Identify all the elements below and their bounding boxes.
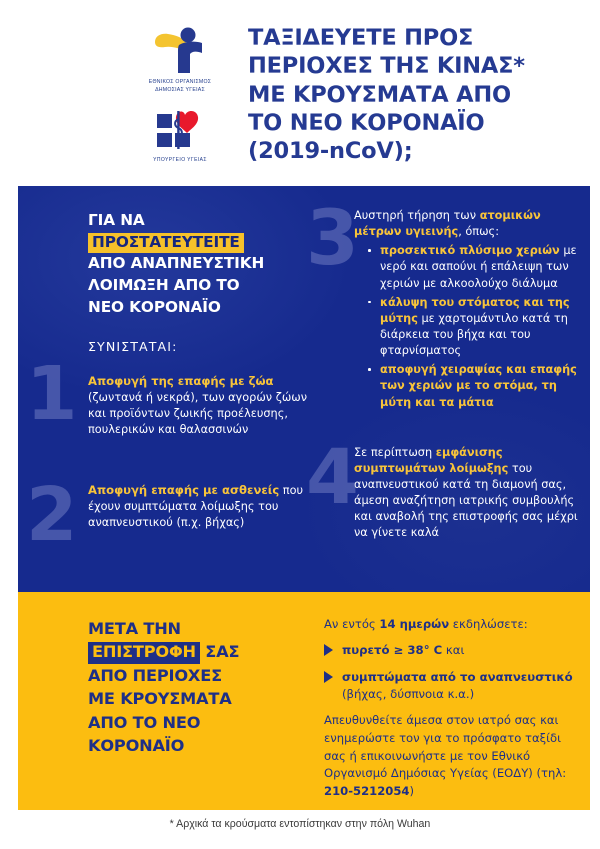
lead-highlight: ΠΡΟΣΤΑΤΕΥΤΕΙΤΕ bbox=[88, 233, 244, 253]
item-4-pre: Σε περίπτωση bbox=[354, 445, 436, 459]
ministry-of-health-logo bbox=[138, 109, 222, 163]
eody-caption-line1: ΕΘΝΙΚΟΣ ΟΡΓΑΝΙΣΜΟΣ bbox=[148, 79, 212, 85]
prevention-lead bbox=[88, 210, 323, 319]
contact-instructions bbox=[324, 712, 586, 801]
lead-line-3: ΑΠΟ ΑΝΑΠΝΕΥΣΤΙΚΗ bbox=[88, 254, 265, 273]
eody-logo-caption bbox=[138, 79, 222, 95]
item-2-text bbox=[88, 482, 323, 531]
item-3-intro-bold: ατομικών μέτρων υγιεινής bbox=[354, 209, 541, 239]
item-3-intro-pre: Αυστηρή τήρηση των bbox=[354, 209, 480, 222]
title-line-1: ΤΑΞΙΔΕΥΕΤΕ ΠΡΟΣ bbox=[248, 25, 474, 51]
yellow-heading-line-4: ΜΕ ΚΡΟΥΣΜΑΤΑ bbox=[88, 689, 232, 709]
item-3-bullet-2-bold: κάλυψη του στόματος και της μύτης bbox=[380, 295, 570, 325]
item-3-bullet-1-rest: με νερό και σαπούνι ή επάλειψη των χεριών με αλκοολούχο διάλυμα bbox=[380, 244, 577, 290]
item-1-number: 1 bbox=[26, 350, 78, 437]
item-3-number: 3 bbox=[306, 193, 359, 282]
contact-phone-number: 210-5212054 bbox=[324, 784, 410, 799]
item-1-body: (ζωντανά ή νεκρά), των αγορών ζώων και προϊόντων ζωικής προέλευσης, πουλερικών και θαλασσινών bbox=[88, 390, 308, 437]
item-3-bullet-3 bbox=[368, 362, 589, 410]
logo-group bbox=[130, 26, 230, 163]
title-line-2: ΠΕΡΙΟΧΕΣ ΤΗΣ ΚΙΝΑΣ* bbox=[248, 53, 525, 80]
prevention-panel bbox=[18, 186, 590, 592]
item-2-body: που έχουν συμπτώματα λοίμωξης του αναπνευστικού (π.χ. βήχας) bbox=[88, 483, 304, 529]
item-3-bullet-3-bold: αποφυγή χειραψίας και επαφής των χεριών με το στόμα, τη μύτη και τα μάτια bbox=[380, 363, 577, 409]
symptom-1-bold: πυρετό ≥ 38° C bbox=[342, 643, 443, 658]
item-4-text bbox=[354, 445, 589, 542]
item-1-heading: Αποφυγή της επαφής με ζώα bbox=[88, 373, 274, 388]
symptom-item-2 bbox=[324, 669, 586, 702]
item-3-bullet-1-bold: προσεκτικό πλύσιμο χεριών bbox=[380, 244, 560, 258]
item-1-text bbox=[88, 373, 323, 439]
eody-logo-mark bbox=[149, 26, 211, 76]
ministry-logo-caption: ΥΠΟΥΡΓΕΙΟ ΥΓΕΙΑΣ bbox=[153, 156, 207, 163]
yellow-heading-line-2-rest: ΣΑΣ bbox=[199, 642, 240, 662]
item-2-heading: Αποφυγή επαφής με ασθενείς bbox=[88, 482, 280, 497]
item-3-bullet-1 bbox=[368, 243, 589, 291]
title-line-4: ΤΟ ΝΕΟ ΚΟΡΟΝΑΪΟ bbox=[248, 110, 485, 137]
item-3-bullet-list bbox=[354, 243, 589, 410]
item-3-bullet-2 bbox=[368, 295, 589, 360]
lead-line-5: ΝΕΟ ΚΟΡΟΝΑΪΟ bbox=[88, 297, 221, 316]
symptom-list bbox=[324, 642, 586, 702]
title-line-5: (2019-nCoV); bbox=[248, 138, 413, 165]
item-4-number: 4 bbox=[306, 431, 359, 521]
yellow-heading-line-3: ΑΠΟ ΠΕΡΙΟΧΕΣ bbox=[88, 665, 222, 685]
after-return-heading bbox=[88, 617, 318, 758]
yellow-heading-line-5: ΑΠΟ ΤΟ ΝΕΟ bbox=[88, 712, 201, 732]
prevention-item-1 bbox=[26, 350, 323, 443]
recommendation-subhead: ΣΥΝΙΣΤΑΤΑΙ: bbox=[88, 338, 178, 354]
yellow-heading-line-1: ΜΕΤΑ ΤΗΝ bbox=[88, 619, 181, 638]
symptom-item-1 bbox=[324, 642, 586, 659]
symptom-intro bbox=[324, 616, 586, 633]
eody-caption-line2: ΔΗΜΟΣΙΑΣ ΥΓΕΙΑΣ bbox=[155, 86, 205, 93]
prevention-item-3 bbox=[306, 193, 589, 411]
item-4-post: του αναπνευστικού κατά τη διαμονή σας, άμεση αναζήτηση ιατρικής συμβουλής και αναβολή της επιστροφής σας μέχρι να γίνετε καλά bbox=[354, 461, 578, 540]
lead-line-1: ΓΙΑ ΝΑ bbox=[88, 211, 145, 229]
ministry-logo-mark bbox=[151, 109, 209, 155]
page-title bbox=[248, 24, 525, 166]
prevention-right-column bbox=[306, 193, 589, 542]
prevention-item-4 bbox=[306, 431, 589, 542]
item-3-intro-post: , όπως: bbox=[458, 225, 499, 239]
after-return-instructions bbox=[324, 616, 586, 801]
footnote: * Αρχικά τα κρούσματα εντοπίστηκαν στην πόλη Wuhan bbox=[169, 818, 431, 830]
contact-text: Απευθυνθείτε άμεσα στον ιατρό σας και ενημερώστε τον για το πρόσφατο ταξίδι σας ή επικοινωνήστε με τον Εθνικό Οργανισμό Δημόσιας Υγείας (ΕΟΔΥ) (τηλ: bbox=[324, 713, 567, 781]
contact-text-end: ) bbox=[409, 784, 415, 799]
item-3-bullet-2-rest: με χαρτομάντιλο κατά τη διάρκεια του βήχα και του φταρνίσματος bbox=[380, 311, 568, 358]
symptom-intro-pre: Αν εντός bbox=[324, 617, 380, 631]
prevention-item-2 bbox=[26, 471, 323, 558]
title-line-3: ΜΕ ΚΡΟΥΣΜΑΤΑ ΑΠΟ bbox=[248, 81, 511, 108]
yellow-heading-line-6: ΚΟΡΟΝΑΪΟ bbox=[88, 736, 185, 756]
after-return-heading-block bbox=[88, 617, 318, 758]
symptom-intro-post: εκδηλώσετε: bbox=[449, 617, 528, 631]
after-return-panel bbox=[18, 592, 590, 810]
yellow-heading-inverted: ΕΠΙΣΤΡΟΦΗ bbox=[88, 642, 200, 663]
header bbox=[0, 0, 600, 186]
item-2-number: 2 bbox=[26, 471, 78, 558]
symptom-intro-bold: 14 ημερών bbox=[379, 617, 450, 631]
symptom-1-rest: και bbox=[442, 643, 465, 658]
symptom-2-bold: συμπτώματα από το αναπνευστικό bbox=[342, 670, 573, 684]
eody-logo bbox=[138, 26, 222, 95]
symptom-2-sub: (βήχας, δύσπνοια κ.α.) bbox=[342, 686, 475, 701]
item-4-bold: εμφάνισης συμπτωμάτων λοίμωξης bbox=[354, 445, 509, 475]
lead-line-4: ΛΟΙΜΩΞΗ ΑΠΟ ΤΟ bbox=[88, 276, 240, 295]
prevention-left-column bbox=[26, 210, 323, 558]
item-3-intro bbox=[354, 208, 589, 240]
